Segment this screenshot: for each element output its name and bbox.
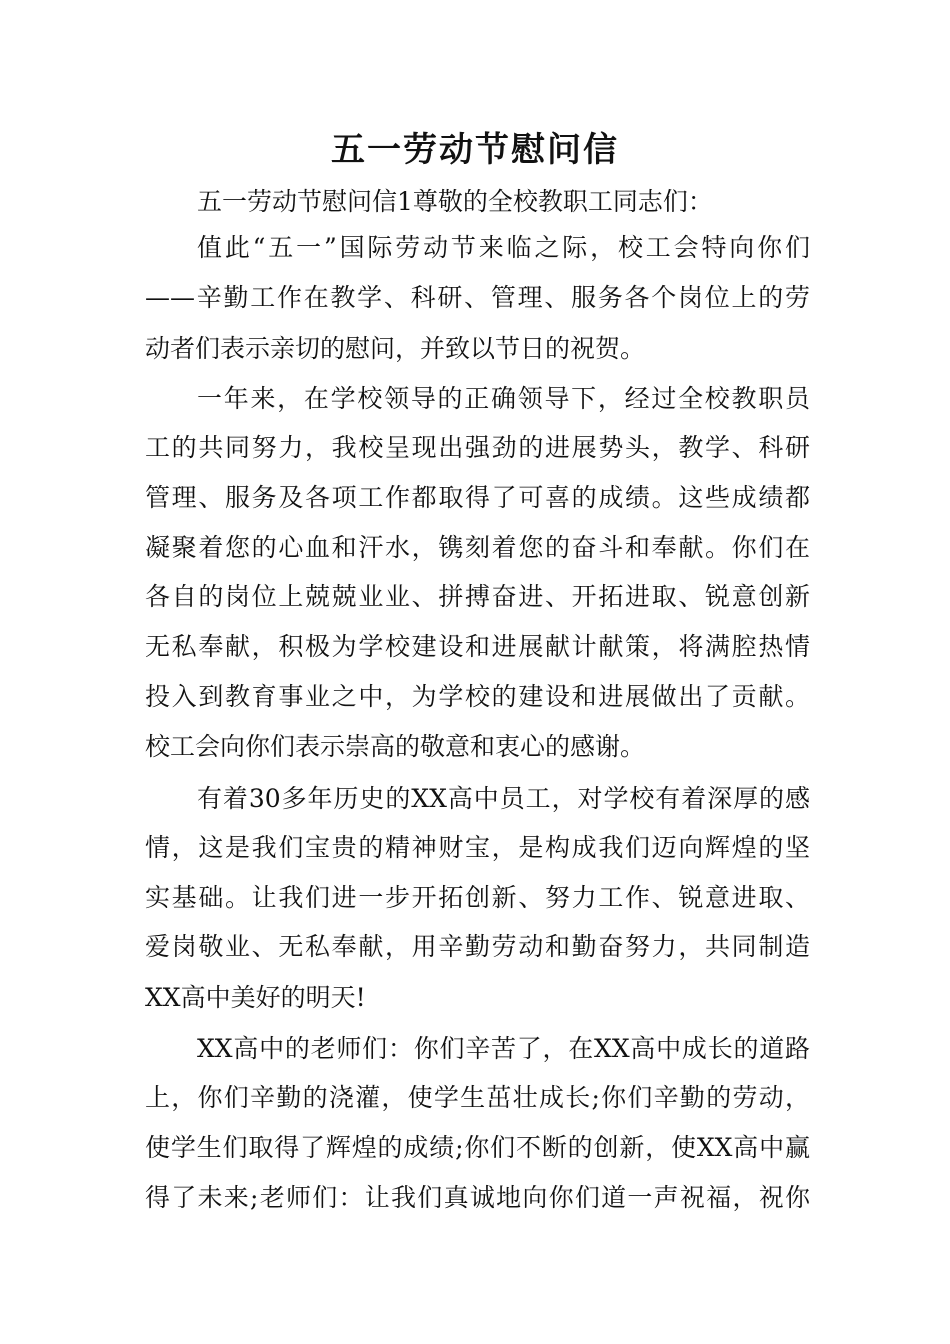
paragraph-line: 值此“五一”国际劳动节来临之际，校工会特向你们	[197, 233, 810, 262]
paragraph-line: 上，你们辛勤的浇灌，使学生茁壮成长;你们辛勤的劳动，	[145, 1083, 810, 1112]
paragraph-line: 工的共同努力，我校呈现出强劲的进展势头，教学、科研	[145, 433, 810, 462]
paragraph-line: XX高中的老师们：你们辛苦了，在XX高中成长的道路	[197, 1034, 810, 1063]
paragraph-line: 投入到教育事业之中，为学校的建设和进展做出了贡献。	[145, 682, 810, 711]
paragraph-line: 校工会向你们表示崇高的敬意和衷心的感谢。	[145, 732, 646, 761]
paragraph-line: 动者们表示亲切的慰问，并致以节日的祝贺。	[145, 334, 646, 363]
greeting-line: 五一劳动节慰问信1尊敬的全校教职工同志们：	[197, 187, 713, 216]
document-title: 五一劳动节慰问信	[331, 130, 619, 170]
paragraph-line: 管理、服务及各项工作都取得了可喜的成绩。这些成绩都	[145, 483, 810, 512]
paragraph-line: 爱岗敬业、无私奉献，用辛勤劳动和勤奋努力，共同制造	[145, 932, 810, 961]
paragraph-line: ——辛勤工作在教学、科研、管理、服务各个岗位上的劳	[145, 283, 810, 312]
paragraph-line: 得了未来;老师们：让我们真诚地向你们道一声祝福，祝你	[145, 1183, 810, 1212]
paragraph-line: 实基础。让我们进一步开拓创新、努力工作、锐意进取、	[145, 883, 810, 912]
paragraph-line: 一年来，在学校领导的正确领导下，经过全校教职员	[197, 384, 810, 413]
paragraph-line: 有着30多年历史的XX高中员工，对学校有着深厚的感	[197, 784, 810, 813]
paragraph-line: 凝聚着您的心血和汗水，镌刻着您的奋斗和奉献。你们在	[145, 533, 810, 562]
paragraph-line: XX高中美好的明天!	[145, 983, 366, 1012]
paragraph-line: 无私奉献，积极为学校建设和进展献计献策，将满腔热情	[145, 632, 810, 661]
paragraph-line: 各自的岗位上兢兢业业、拼搏奋进、开拓进取、锐意创新	[145, 582, 810, 611]
paragraph-line: 使学生们取得了辉煌的成绩;你们不断的创新，使XX高中赢	[145, 1133, 810, 1162]
paragraph-line: 情，这是我们宝贵的精神财宝，是构成我们迈向辉煌的坚	[145, 833, 810, 862]
